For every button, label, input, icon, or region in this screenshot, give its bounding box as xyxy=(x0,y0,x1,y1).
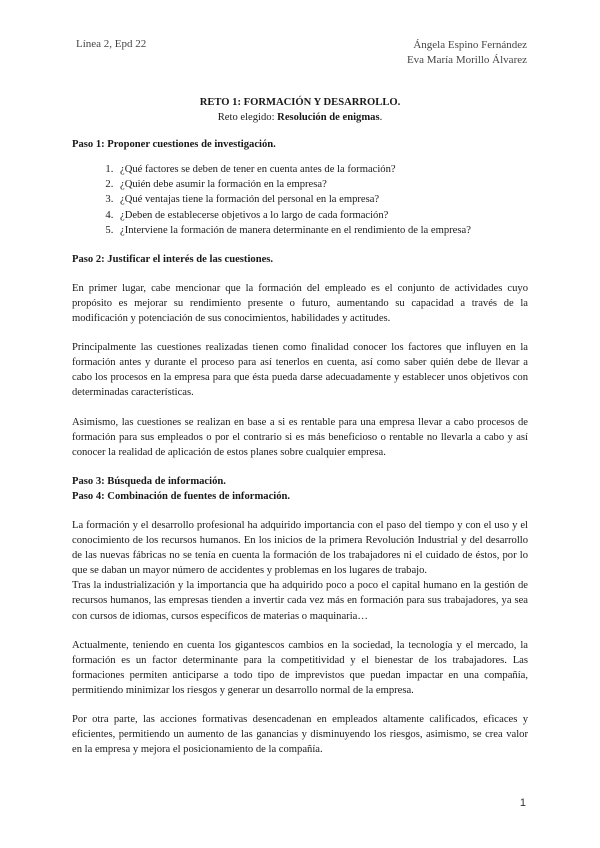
step3-heading: Paso 3: Búsqueda de información. xyxy=(72,475,226,487)
step2-paragraph: Asimismo, las cuestiones se realizan en base a si es rentable para una empresa llevar a cabo procesos de formación para sus empleados o por el contrario si es más beneficioso o rentable no llevarla a cabo y así conocer la realidad de aplicación de estos planes sobre cualquier empresa. xyxy=(72,416,528,458)
question-item: 3. ¿Qué ventajas tiene la formación del personal en la empresa? xyxy=(116,192,528,207)
question-item: 5. ¿Interviene la formación de manera determinante en el rendimiento de la empresa? xyxy=(116,223,528,238)
header-course: Línea 2, Epd 22 xyxy=(76,38,147,50)
subtitle-prefix: Reto elegido: xyxy=(217,112,278,124)
subtitle-challenge: Resolución de enigmas xyxy=(277,112,380,124)
document-body xyxy=(72,95,528,757)
step2-paragraph: En primer lugar, cabe mencionar que la formación del empleado es el conjunto de actividades cuyo propósito es mejorar su rendimiento presente o futuro, aumentando su capacidad a través de la modificación y potenciación de sus conocimientos, habilidades y actitudes. xyxy=(72,282,528,325)
document-subtitle xyxy=(72,110,528,125)
author-1: Ángela Espino Fernández xyxy=(413,39,527,51)
question-item: 2. ¿Quién debe asumir la formación en la empresa? xyxy=(116,177,528,192)
subtitle-suffix: . xyxy=(379,112,383,124)
question-item: 1. ¿Qué factores se deben de tener en cuenta antes de la formación? xyxy=(116,162,528,177)
step2-paragraph: Principalmente las cuestiones realizadas tienen como finalidad conocer los factores que influyen en la formación antes y durante el proceso para así tenerlos en cuenta, así como saber quién debe de llevar a cabo los procesos en la empresa para que ésta pueda darse adecuadamente y establecer unos objetivos con determinadas características. xyxy=(72,342,528,399)
document-title: RETO 1: FORMACIÓN Y DESARROLLO. xyxy=(199,97,401,108)
question-item: 4. ¿Deben de establecerse objetivos a lo largo de cada formación? xyxy=(116,208,528,223)
step4-paragraph: Por otra parte, las acciones formativas desencadenan en empleados altamente calificados, eficaces y eficientes, permitiendo un aumento de las ganancias y disminuyendo los riesgos, asimismo, se crea valor en la empresa y mejora el posicionamiento de la compañía. xyxy=(72,714,528,756)
step4-heading: Paso 4: Combinación de fuentes de información. xyxy=(72,490,291,502)
questions-list xyxy=(72,162,528,237)
step1-heading: Paso 1: Proponer cuestiones de investigación. xyxy=(72,139,276,151)
page-number: 1 xyxy=(519,797,526,809)
author-2: Eva María Morillo Álvarez xyxy=(406,54,527,66)
step4-paragraph: Actualmente, teniendo en cuenta los gigantescos cambios en la sociedad, la tecnología y el mercado, la formación es un factor determinante para la competitividad y el bienestar de los trabajadores. Las formaciones permiten anticiparse a todo tipo de imprevistos que puedan impactar en una compañía, permitiendo minimizar los riesgos y generar un desarrollo normal de la empresa. xyxy=(72,639,528,696)
header-authors xyxy=(407,38,527,68)
step4-paragraph: Tras la industrialización y la importancia que ha adquirido poco a poco el capital humano en la gestión de recursos humanos, las empresas tienden a invertir cada vez más en formación para sus trabajadores, ya sea con cursos de idiomas, cursos específicos de materias o maquinaria… xyxy=(72,580,528,622)
step4-paragraph: La formación y el desarrollo profesional ha adquirido importancia con el paso del tiempo y con el uso y el conocimiento de los recursos humanos. En los inicios de la primera Revolución Industrial y del desarrollo de las nuevas fábricas no se tenía en cuenta la formación de los trabajadores ni el cuidado de éstos, por lo que se daban un mayor número de accidentes y problemas en los lugares de trabajo. xyxy=(72,519,528,577)
step2-heading: Paso 2: Justificar el interés de las cuestiones. xyxy=(72,253,274,265)
